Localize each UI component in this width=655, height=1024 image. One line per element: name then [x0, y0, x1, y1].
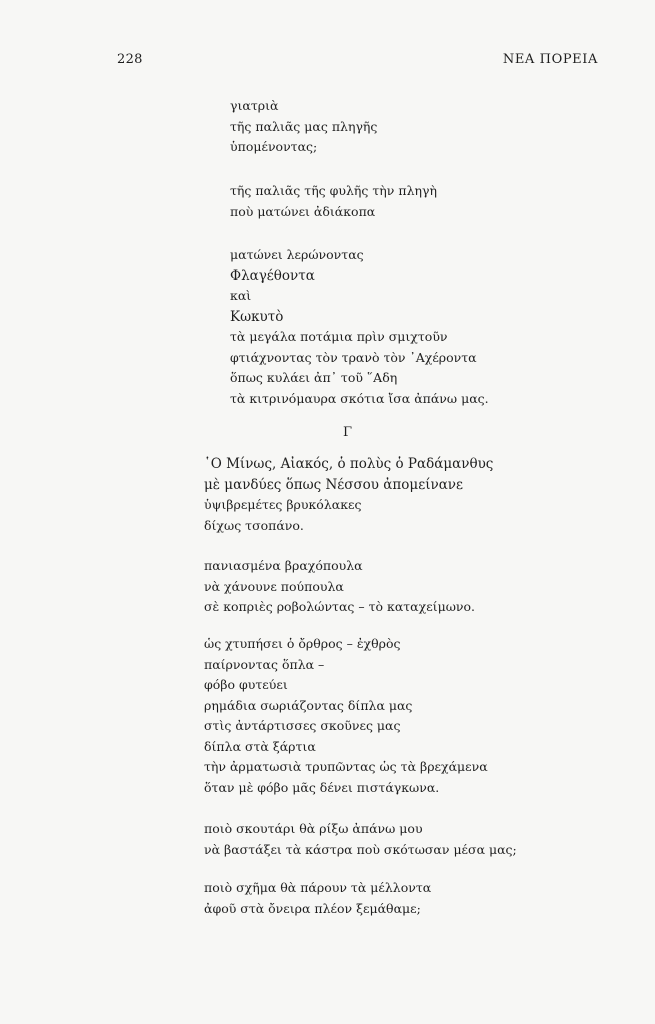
verse-line: τὰ κιτρινόμαυρα σκότια ἴσα ἀπάνω μας.: [230, 390, 489, 406]
verse-line: τὴν ἀρματωσιὰ τρυπῶντας ὡς τὰ βρεχάμενα: [204, 759, 488, 774]
verse-line: τὰ μεγάλα ποτάμια πρὶν σμιχτοῦν: [230, 329, 448, 344]
verse-line: τῆς παλιᾶς μας πληγῆς: [230, 118, 378, 134]
verse-line: σὲ κοπριὲς ροβολώντας – τὸ καταχείμωνο.: [204, 599, 475, 614]
verse-line: φτιάχνοντας τὸν τρανὸ τὸν ᾿Αχέροντα: [230, 349, 477, 365]
verse-line: πανιασμένα βραχόπουλα: [204, 558, 363, 573]
stanza: [204, 454, 493, 536]
verse-line: μὲ μανδύες ὅπως Νέσσου ἀπομείνανε: [204, 476, 464, 493]
verse-line: ἀφοῦ στὰ ὄνειρα πλέον ξεμάθαμε;: [204, 900, 421, 916]
stanza: [204, 819, 517, 860]
stanza: [204, 878, 431, 919]
verse-line: καὶ: [230, 288, 252, 303]
verse-line: νὰ χάνουνε πούπουλα: [204, 578, 344, 594]
verse-line: ὑπομένοντας;: [230, 139, 318, 154]
verse-line: φόβο φυτεύει: [204, 677, 288, 692]
verse-line: ῾Ο Μίνως, Αἰακός, ὁ πολὺς ὁ Ραδάμανθυς: [204, 456, 494, 472]
running-head: ΝΕΑ ΠΟΡΕΙΑ: [502, 52, 598, 67]
section-heading: Γ: [343, 425, 353, 440]
verse-line: ὅπως κυλάει ἀπ᾿ τοῦ ῞Αδη: [230, 370, 398, 385]
verse-line: ποιὸ σχῆμα θὰ πάρουν τὰ μέλλοντα: [204, 880, 432, 895]
verse-line: ματώνει λερώνοντας: [230, 247, 364, 262]
verse-line: ὑψιβρεμέτες βρυκόλακες: [204, 497, 362, 512]
verse-line: Φλαγέθοντα: [230, 267, 315, 284]
page-number: 228: [117, 52, 143, 67]
verse-line: ποιὸ σκουτάρι θὰ ρίξω ἀπάνω μου: [204, 821, 423, 836]
stanza: [230, 96, 377, 158]
stanza: [230, 245, 489, 409]
verse-line: δίπλα στὰ ξάρτια: [204, 738, 316, 754]
verse-line: τῆς παλιᾶς τῆς φυλῆς τὴν πληγὴ: [230, 183, 437, 198]
stanza: [230, 181, 437, 222]
verse-line: παίρνοντας ὅπλα –: [204, 656, 325, 672]
stanza: [204, 634, 488, 798]
verse-line: ρημάδια σωριάζοντας δίπλα μας: [204, 697, 413, 713]
verse-line: Κωκυτὸ: [230, 308, 284, 325]
verse-line: ποὺ ματώνει ἀδιάκοπα: [230, 203, 376, 219]
verse-line: γιατριὰ: [230, 98, 279, 113]
verse-line: ὡς χτυπήσει ὁ ὄρθρος – ἐχθρὸς: [204, 636, 401, 651]
verse-line: στὶς ἀντάρτισσες σκοῦνες μας: [204, 718, 401, 733]
verse-line: δίχως τσοπάνο.: [204, 517, 304, 533]
stanza: [204, 556, 475, 618]
verse-line: ὅταν μὲ φόβο μᾶς δένει πιστάγκωνα.: [204, 779, 440, 795]
verse-line: νὰ βαστάξει τὰ κάστρα ποὺ σκότωσαν μέσα μας;: [204, 841, 517, 857]
